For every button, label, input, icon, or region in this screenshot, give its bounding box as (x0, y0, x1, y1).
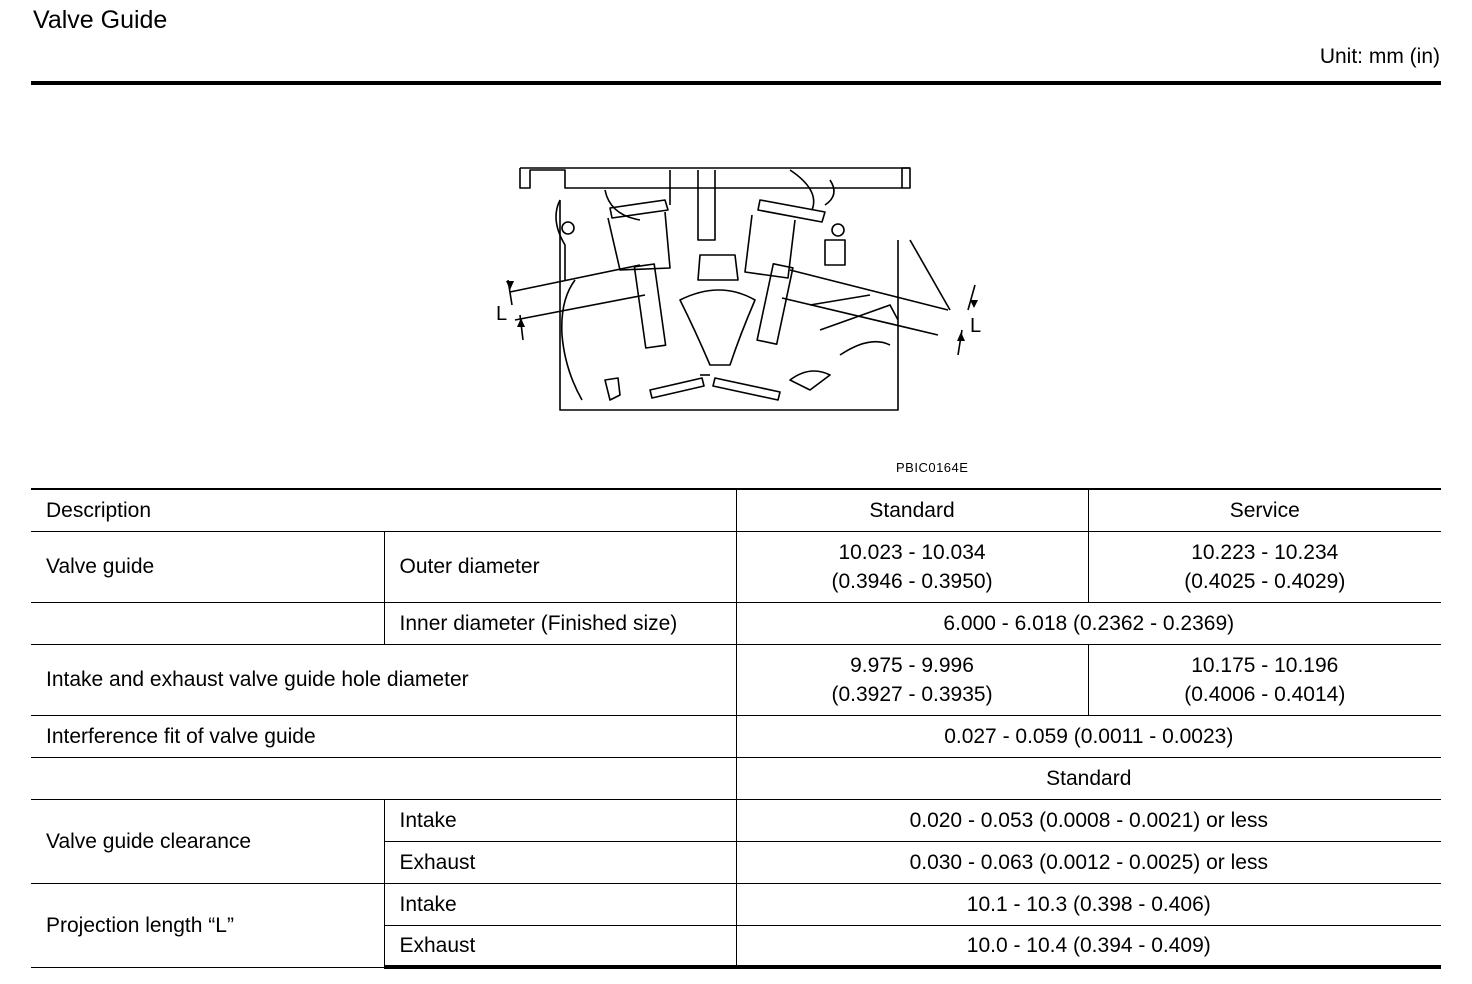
outer-std-in: (0.3946 - 0.3950) (831, 569, 993, 593)
valve-guide-label: Valve guide (31, 531, 384, 602)
projection-intake-value: 10.1 - 10.3 (0.398 - 0.406) (736, 883, 1441, 925)
unit-label: Unit: mm (in) (1319, 45, 1440, 68)
dimension-label-left: L (496, 303, 508, 325)
table-row (31, 602, 1441, 644)
clearance-intake-value: 0.020 - 0.053 (0.0008 - 0.0021) or less (736, 799, 1441, 841)
hole-std-in: (0.3927 - 0.3935) (831, 682, 993, 706)
figure-code: PBIC0164E (896, 460, 969, 475)
header-rule (31, 81, 1441, 85)
hole-diameter-standard (736, 644, 1088, 715)
hole-svc-in: (0.4006 - 0.4014) (1184, 682, 1346, 706)
header-service: Service (1088, 489, 1441, 531)
projection-exhaust-label: Exhaust (384, 925, 736, 967)
subheader-standard: Standard (736, 757, 1441, 799)
hole-svc-mm: 10.175 - 10.196 (1191, 653, 1339, 677)
interference-fit-value: 0.027 - 0.059 (0.0011 - 0.0023) (736, 715, 1441, 757)
empty-cell (31, 602, 384, 644)
cylinder-head-diagram (490, 160, 990, 420)
outer-svc-mm: 10.223 - 10.234 (1191, 540, 1339, 564)
table-row (31, 883, 1441, 925)
page-title: Valve Guide (33, 6, 168, 34)
inner-diameter-value: 6.000 - 6.018 (0.2362 - 0.2369) (736, 602, 1441, 644)
header-standard: Standard (736, 489, 1088, 531)
table-row (31, 531, 1441, 602)
header-description: Description (31, 489, 736, 531)
interference-fit-label: Interference fit of valve guide (31, 715, 736, 757)
clearance-exhaust-label: Exhaust (384, 841, 736, 883)
dimension-label-right: L (970, 315, 982, 337)
table-row (31, 644, 1441, 715)
outer-diameter-standard (736, 531, 1088, 602)
projection-intake-label: Intake (384, 883, 736, 925)
valve-guide-spec-table (31, 488, 1441, 969)
table-subheader-row (31, 757, 1441, 799)
outer-diameter-service (1088, 531, 1441, 602)
hole-diameter-service (1088, 644, 1441, 715)
hole-diameter-label: Intake and exhaust valve guide hole diameter (31, 644, 736, 715)
inner-diameter-label: Inner diameter (Finished size) (384, 602, 736, 644)
outer-svc-in: (0.4025 - 0.4029) (1184, 569, 1346, 593)
empty-cell (31, 757, 736, 799)
projection-exhaust-value: 10.0 - 10.4 (0.394 - 0.409) (736, 925, 1441, 967)
outer-std-mm: 10.023 - 10.034 (838, 540, 986, 564)
outer-diameter-label: Outer diameter (384, 531, 736, 602)
hole-std-mm: 9.975 - 9.996 (850, 653, 974, 677)
table-header-row (31, 489, 1441, 531)
clearance-label: Valve guide clearance (31, 799, 384, 883)
projection-label: Projection length “L” (31, 883, 384, 967)
clearance-intake-label: Intake (384, 799, 736, 841)
clearance-exhaust-value: 0.030 - 0.063 (0.0012 - 0.0025) or less (736, 841, 1441, 883)
table-row (31, 799, 1441, 841)
table-row (31, 715, 1441, 757)
